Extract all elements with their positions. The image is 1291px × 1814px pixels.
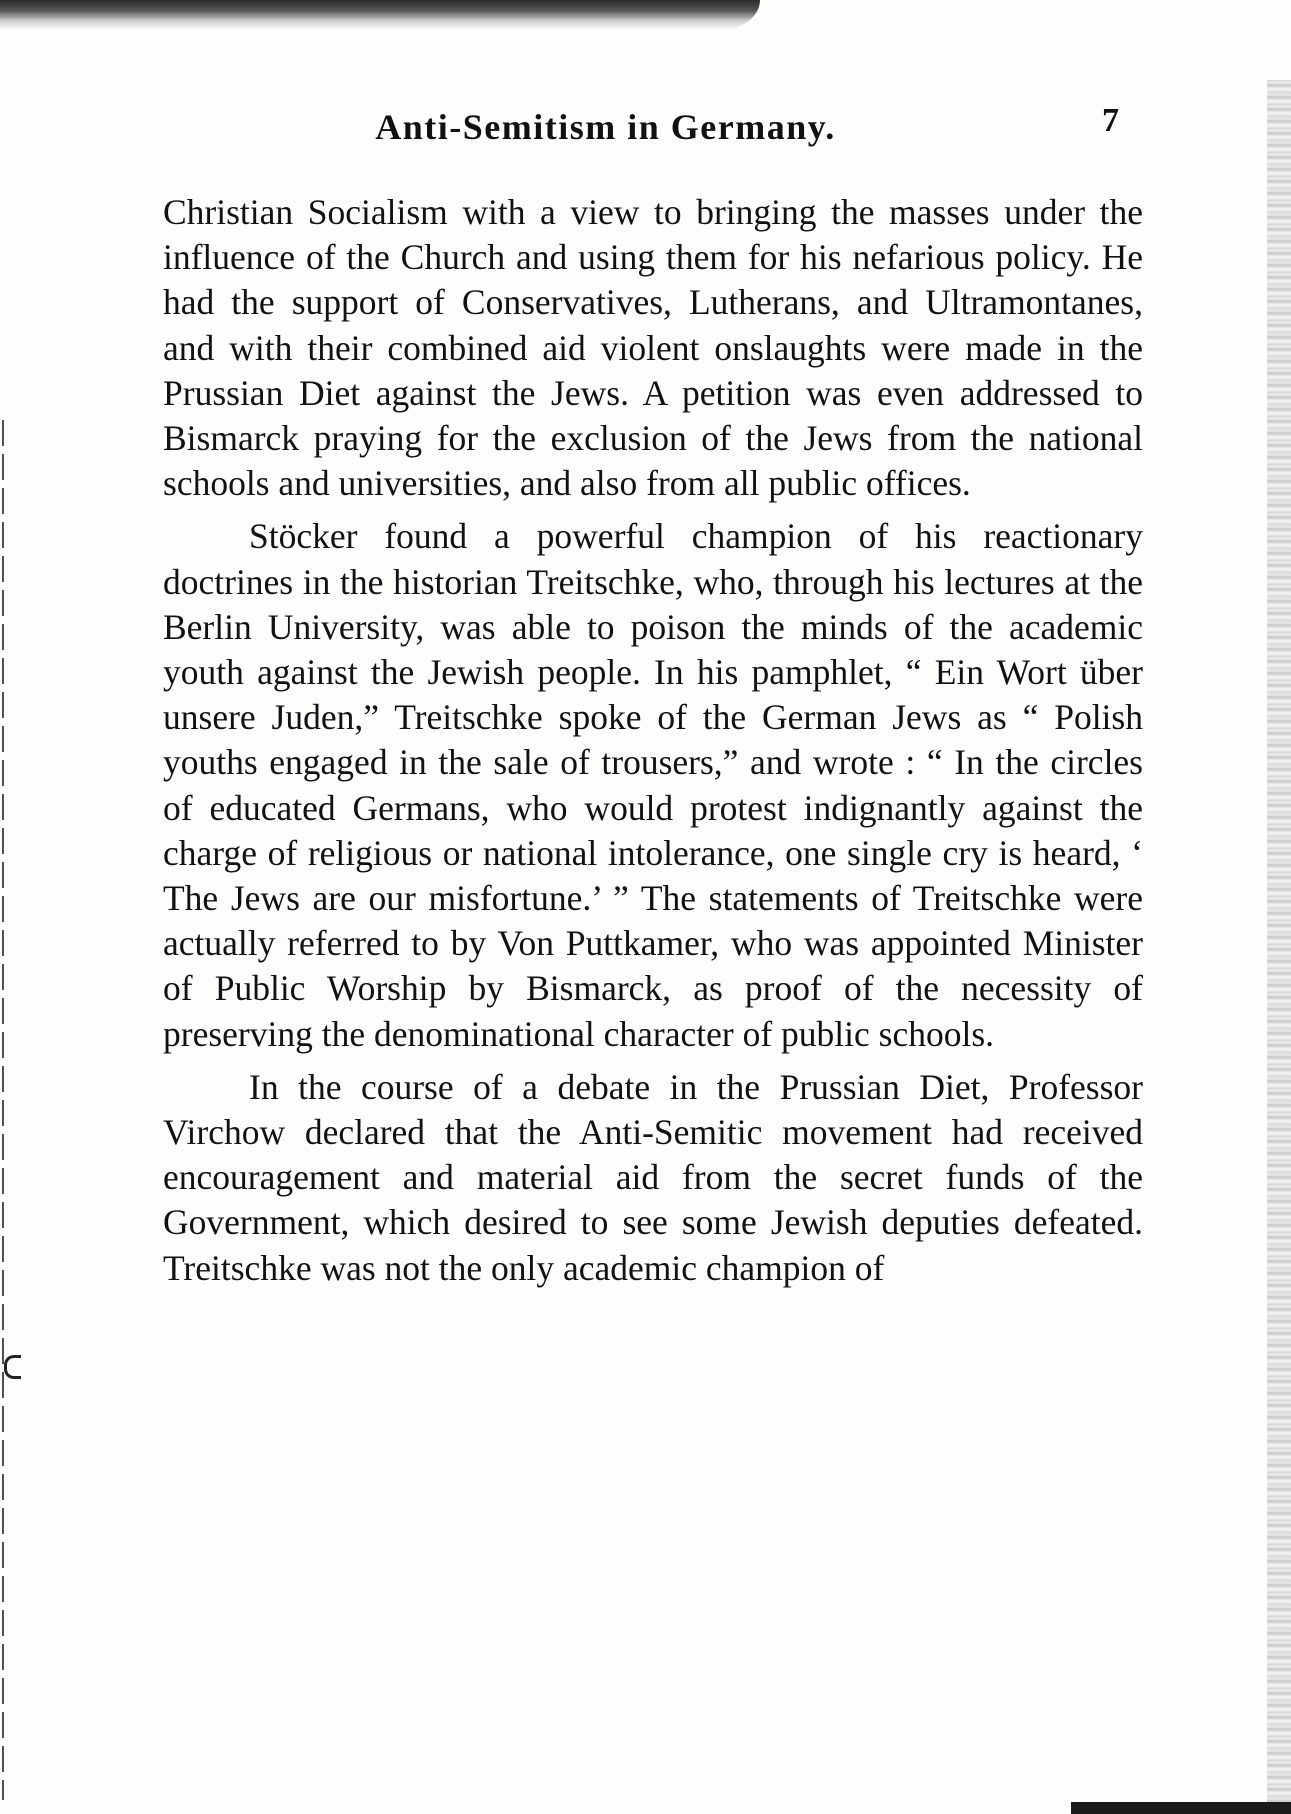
paragraph-1: Christian Socialism with a view to bringing the masses under the influence of the Church and using them for his nefarious policy. He had the support of Conservatives, Lutherans, and Ultramontanes, and with their combined aid violent onslaughts were made in the Prussian Diet against the Jews. A petition was even addressed to Bismarck praying for the exclusion of the Jews from the national schools and universities, and also from all public offices. — [163, 192, 1143, 504]
page-title-text: Anti-Semitism in Germany. — [375, 107, 836, 147]
running-head — [0, 98, 1291, 158]
scan-edge-left — [2, 420, 4, 1800]
scan-mark-left — [4, 1355, 21, 1379]
scan-edge-right — [1267, 80, 1291, 1814]
scan-edge-top — [0, 0, 760, 30]
page-title — [0, 106, 1291, 148]
page-number: 7 — [1102, 102, 1119, 139]
scan-edge-bottom — [1071, 1802, 1291, 1814]
body-text — [163, 190, 1143, 1299]
paragraph-3: In the course of a debate in the Prussian Diet, Professor Virchow declared that the Anti-Semitic movement had received encouragement and material aid from the secret funds of the Government, which desired to see some Jewish deputies defeated. Treitschke was not the only academic champion of — [163, 1066, 1143, 1288]
paragraph-2: Stöcker found a powerful champion of his reactionary doctrines in the historian Treitschke, who, through his lectures at the Berlin University, was able to poison the minds of the academic youth against the Jewish people. In his pamphlet, “ Ein Wort über unsere Juden,” Treitschke spoke of the German Jews as “ Polish youths engaged in the sale of trousers,” and wrote : “ In the circles of educated Germans, who would protest indignantly against the charge of religious or national intolerance, one single cry is heard, ‘ The Jews are our misfortune.’ ” The statements of Treitschke were actually referred to by Von Puttkamer, who was appointed Minister of Public Worship by Bismarck, as proof of the necessity of preserving the denominational character of public schools. — [163, 516, 1143, 1054]
